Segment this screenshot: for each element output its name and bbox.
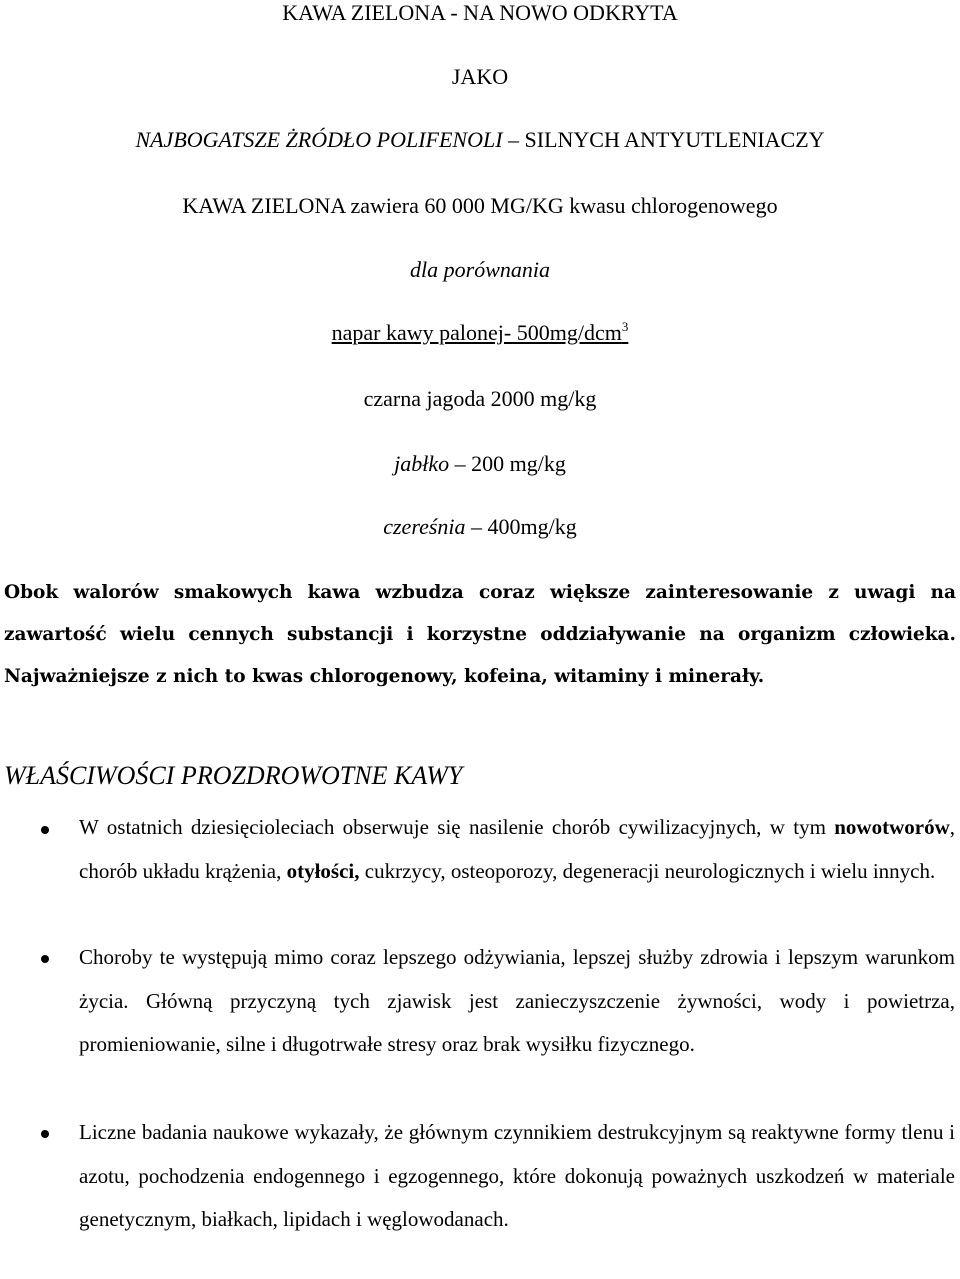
polyphenols-italic: NAJBOGATSZE ŻRÓDŁO POLIFENOLI <box>135 127 503 152</box>
content-line: KAWA ZIELONA zawiera 60 000 MG/KG kwasu chlorogenowego <box>182 193 778 218</box>
subtitle-jako: JAKO <box>451 64 509 89</box>
section-heading: WŁAŚCIWOŚCI PROZDROWOTNE KAWY <box>4 761 463 790</box>
coffee-brew-main: napar kawy palonej- 500mg/dcm <box>331 320 622 345</box>
cherry-italic: czereśnia <box>383 514 466 539</box>
bullet-1-text-c: cukrzycy, osteoporozy, degeneracji neurologicznych i wielu innych. <box>359 858 936 883</box>
bullet-1-text-b: , chorób układu krążenia, <box>79 815 955 883</box>
bullet-item-1 <box>79 806 955 893</box>
cherry-rest: – 400mg/kg <box>465 514 577 539</box>
cherry-line <box>0 514 960 540</box>
bullet-item-2: Choroby te występują mimo coraz lepszego odżywiania, lepszej służby zdrowia i lepszym warunkom życia. Główną przyczyną tych zjawisk jest zanieczyszczenie żywności, wody i powietrza, promieniowanie, silne i długotrwałe stresy oraz brak wysiłku fizycznego. <box>79 945 955 1056</box>
comparison-heading: dla porównania <box>410 257 550 282</box>
coffee-brew-sup: 3 <box>621 319 629 334</box>
bullet-icon <box>41 955 49 963</box>
bullet-icon <box>41 826 49 834</box>
blackberry-line: czarna jagoda 2000 mg/kg <box>363 386 597 411</box>
coffee-brew-line <box>0 320 960 346</box>
polyphenols-line <box>0 127 960 153</box>
apple-line <box>0 451 960 477</box>
bullet-1-text-a: W ostatnich dziesięcioleciach obserwuje się nasilenie chorób cywilizacyjnych, w tym <box>79 815 835 839</box>
bullet-icon <box>41 1130 49 1138</box>
title-line: KAWA ZIELONA - NA NOWO ODKRYTA <box>282 0 678 25</box>
apple-italic: jabłko <box>394 451 450 476</box>
bullet-1-bold-b: otyłości, <box>286 858 360 883</box>
apple-rest: – 200 mg/kg <box>449 451 566 476</box>
polyphenols-rest: – SILNYCH ANTYUTLENIACZY <box>502 127 825 152</box>
coffee-brew-text <box>332 320 629 345</box>
intro-paragraph: Obok walorów smakowych kawa wzbudza coraz większe zainteresowanie z uwagi na zawartość wielu cennych substancji i korzystne oddziaływanie na organizm człowieka. Najważniejsze z nich to kwas chlorogenowy, kofeina, witaminy i minerały. <box>4 582 956 687</box>
bullet-item-3: Liczne badania naukowe wykazały, że głównym czynnikiem destrukcyjnym są reaktywne formy tlenu i azotu, pochodzenia endogennego i egzogennego, które dokonują poważnych uszkodzeń w materiale genetycznym, białkach, lipidach i węglowodanach. <box>79 1120 955 1231</box>
bullet-1-bold-a: nowotworów <box>834 815 950 839</box>
